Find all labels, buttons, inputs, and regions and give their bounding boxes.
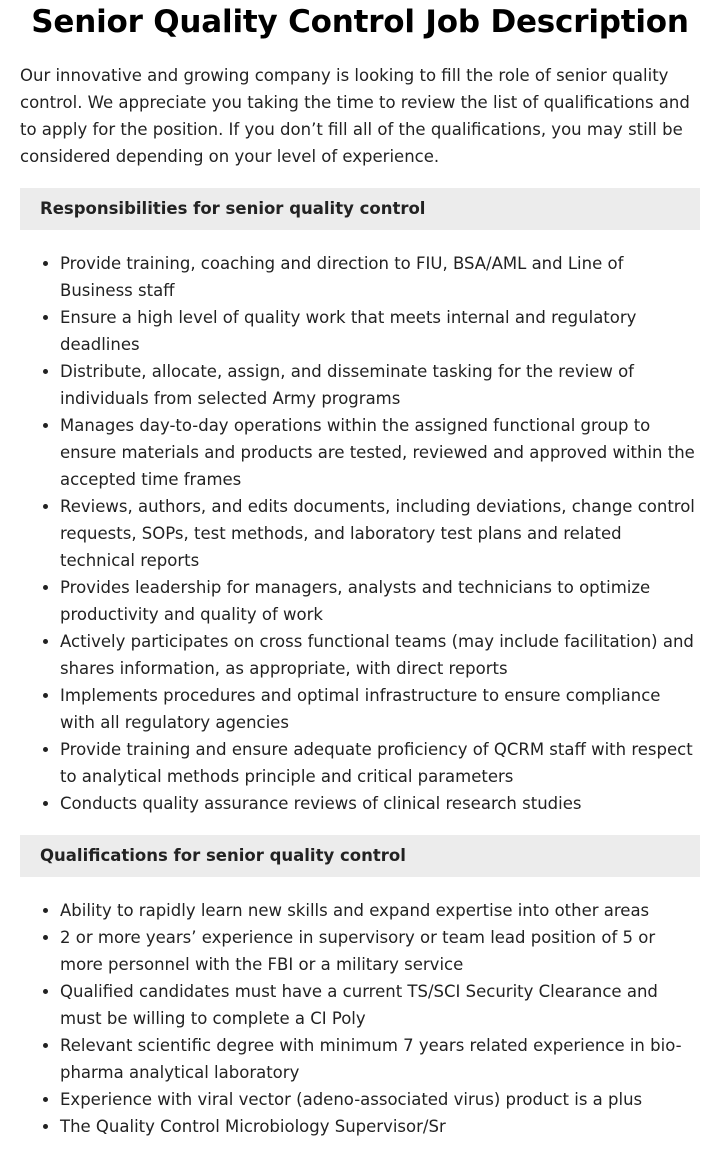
list-item: • 2 or more years’ experience in supervisory or team lead position of 5 or more personnel with the FBI or a military service — [60, 924, 700, 978]
responsibilities-heading: Responsibilities for senior quality control — [20, 188, 700, 230]
responsibilities-list — [20, 250, 700, 817]
list-item: • Experience with viral vector (adeno-associated virus) product is a plus — [60, 1086, 700, 1113]
list-item: • Manages day-to-day operations within the assigned functional group to ensure materials and products are tested, reviewed and approved within the accepted time frames — [60, 412, 700, 493]
list-item: • Qualified candidates must have a current TS/SCI Security Clearance and must be willing to complete a CI Poly — [60, 978, 700, 1032]
qualifications-heading: Qualifications for senior quality control — [20, 835, 700, 877]
list-item: • Provide training, coaching and direction to FIU, BSA/AML and Line of Business staff — [60, 250, 700, 304]
list-item: • Relevant scientific degree with minimum 7 years related experience in bio-pharma analytical laboratory — [60, 1032, 700, 1086]
list-item: • Ability to rapidly learn new skills and expand expertise into other areas — [60, 897, 700, 924]
list-item: • Distribute, allocate, assign, and disseminate tasking for the review of individuals from selected Army programs — [60, 358, 700, 412]
list-item: • Actively participates on cross functional teams (may include facilitation) and shares information, as appropriate, with direct reports — [60, 628, 700, 682]
list-item: • The Quality Control Microbiology Supervisor/Sr — [60, 1113, 700, 1140]
list-item: • Conducts quality assurance reviews of clinical research studies — [60, 790, 700, 817]
list-item: • Provides leadership for managers, analysts and technicians to optimize productivity and quality of work — [60, 574, 700, 628]
intro-paragraph: Our innovative and growing company is looking to fill the role of senior quality control. We appreciate you taking the time to review the list of qualifications and to apply for the position. If you don’t fill all of the qualifications, you may still be considered depending on your level of experience. — [20, 66, 690, 166]
list-item: • Ensure a high level of quality work that meets internal and regulatory deadlines — [60, 304, 700, 358]
list-item: • Implements procedures and optimal infrastructure to ensure compliance with all regulatory agencies — [60, 682, 700, 736]
page-title: Senior Quality Control Job Description — [31, 4, 689, 40]
list-item: • Reviews, authors, and edits documents, including deviations, change control requests, SOPs, test methods, and laboratory test plans and related technical reports — [60, 493, 700, 574]
list-item: • Provide training and ensure adequate proficiency of QCRM staff with respect to analytical methods principle and critical parameters — [60, 736, 700, 790]
qualifications-list — [20, 897, 700, 1140]
